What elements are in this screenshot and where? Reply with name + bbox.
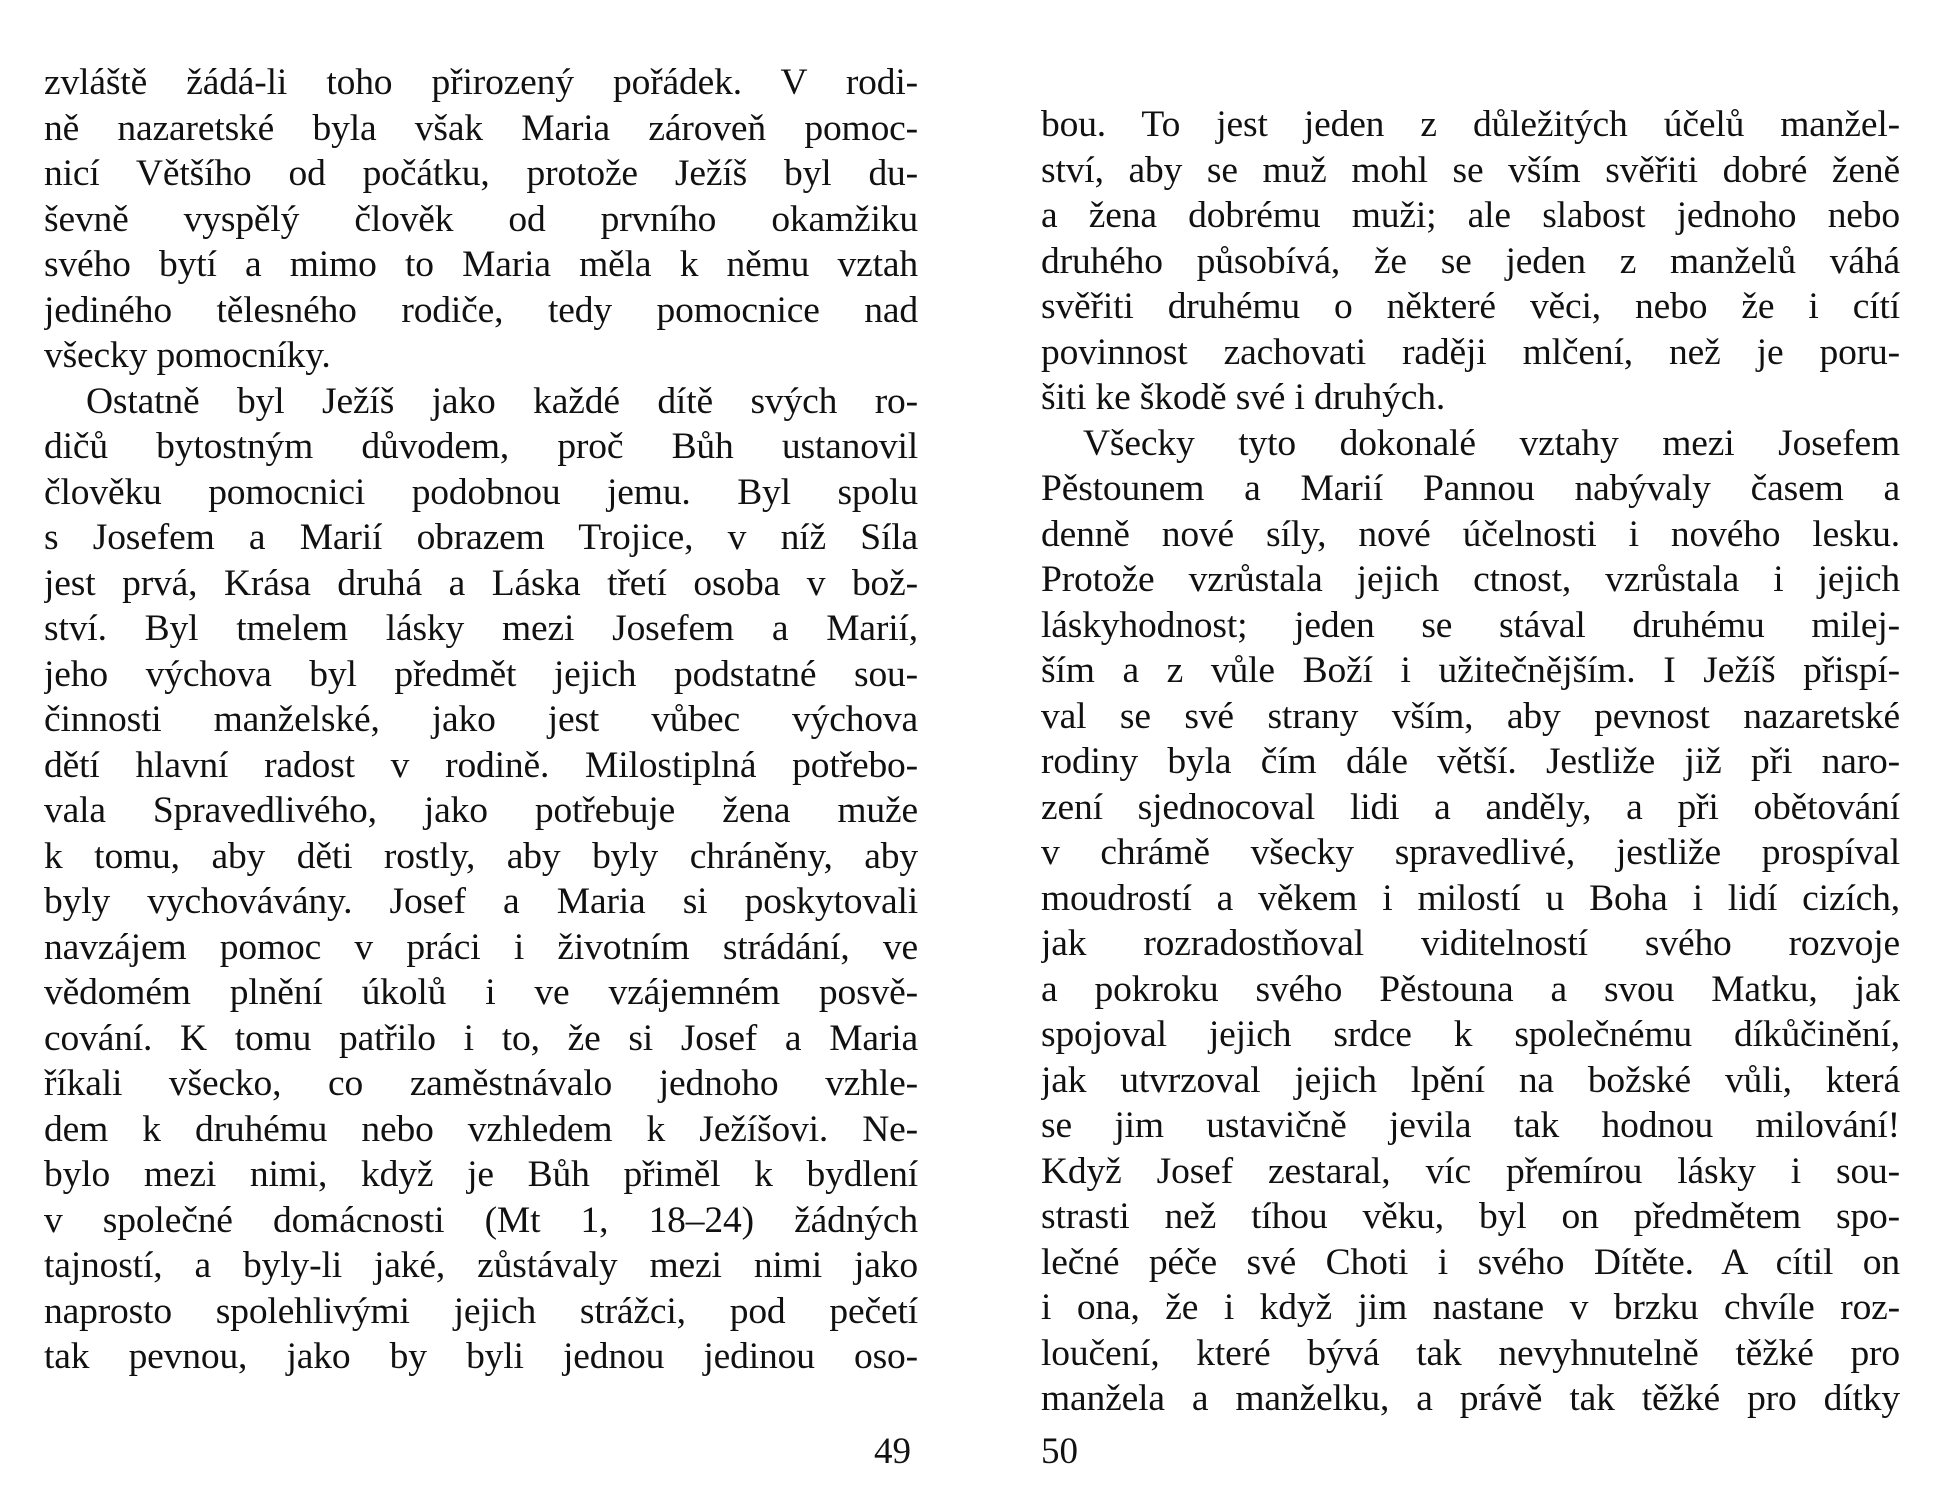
- text-line: jest prvá, Krása druhá a Láska třetí osoba v bož-: [44, 562, 918, 604]
- text-line: dem k druhému nebo vzhledem k Ježíšovi. Ne-: [44, 1108, 918, 1150]
- text-line: vala Spravedlivého, jako potřebuje žena muže: [44, 790, 918, 831]
- text-line: v společné domácnosti (Mt 1, 18–24) žádných: [44, 1199, 918, 1241]
- text-line: manžela a manželku, a právě tak těžké pro dítky: [1041, 1378, 1900, 1419]
- text-line: tajností, a byly-li jaké, zůstávaly mezi nimi jako: [44, 1245, 918, 1286]
- text-line: láskyhodnost; jeden se stával druhému milej-: [1041, 604, 1900, 646]
- text-line: s Josefem a Marií obrazem Trojice, v níž Síla: [44, 517, 918, 558]
- text-line: jeho výchova byl předmět jejich podstatné sou-: [44, 653, 918, 695]
- text-line: k tomu, aby děti rostly, aby byly chráněny, aby: [44, 835, 918, 877]
- text-line: a pokroku svého Pěstouna a svou Matku, jak: [1041, 968, 1900, 1010]
- text-line: spojoval jejich srdce k společnému díkůčinění,: [1041, 1014, 1900, 1055]
- text-line: naprosto spolehlivými jejich strážci, pod pečetí: [44, 1290, 918, 1332]
- text-line: šiti ke škodě své i druhých.: [1041, 377, 1446, 418]
- text-line: byly vychovávány. Josef a Maria si poskytovali: [44, 881, 918, 922]
- text-line: všecky pomocníky.: [44, 335, 331, 376]
- text-line: ším a z vůle Boží i užitečnějším. I Ježíš přispí-: [1041, 650, 1900, 691]
- text-line: tak pevnou, jako by byli jednou jedinou oso-: [44, 1336, 918, 1377]
- right-page: [969, 0, 1938, 1500]
- text-line: lečné péče své Choti i svého Dítěte. A cítil on: [1041, 1241, 1900, 1283]
- page-number: 50: [1041, 1431, 1078, 1472]
- text-line: svého bytí a mimo to Maria měla k němu vztah: [44, 244, 918, 285]
- text-line: dičů bytostným důvodem, proč Bůh ustanovil: [44, 426, 918, 467]
- text-line: ševně vyspělý člověk od prvního okamžiku: [44, 198, 918, 240]
- text-line: denně nové síly, nové účelnosti i nového lesku.: [1041, 513, 1900, 555]
- text-line: člověku pomocnici podobnou jemu. Byl spolu: [44, 471, 918, 513]
- text-line: loučení, které bývá tak nevyhnutelně těžké pro: [1041, 1332, 1900, 1374]
- text-line: zení sjednocoval lidi a anděly, a při obětování: [1041, 786, 1900, 828]
- text-line: říkali všecko, co zaměstnávalo jednoho vzhle-: [44, 1063, 918, 1104]
- right-page-text: [1041, 102, 1900, 1422]
- left-page-text: [44, 60, 918, 1380]
- text-line: druhého působívá, že se jeden z manželů váhá: [1041, 240, 1900, 282]
- text-line: Protože vzrůstala jejich ctnost, vzrůstala i jejich: [1041, 559, 1900, 600]
- text-line: v chrámě všecky spravedlivé, jestliže prospíval: [1041, 832, 1900, 873]
- text-line: Všecky tyto dokonalé vztahy mezi Josefem: [1083, 422, 1900, 464]
- text-line: navzájem pomoc v práci i životním strádání, ve: [44, 926, 918, 968]
- text-line: jak utvrzoval jejich lpění na božské vůli, která: [1041, 1059, 1900, 1101]
- text-line: Pěstounem a Marií Pannou nabývaly časem a: [1041, 468, 1900, 509]
- text-line: cování. K tomu patřilo i to, že si Josef a Maria: [44, 1017, 918, 1059]
- text-line: zvláště žádá-li toho přirozený pořádek. V rodi-: [44, 62, 918, 103]
- text-line: ství. Byl tmelem lásky mezi Josefem a Marií,: [44, 608, 918, 649]
- text-line: se jim ustavičně jevila tak hodnou milování!: [1041, 1105, 1900, 1146]
- page-number: 49: [874, 1431, 911, 1472]
- text-line: dětí hlavní radost v rodině. Milostiplná potřebo-: [44, 744, 918, 786]
- text-line: strasti než tíhou věku, byl on předmětem spo-: [1041, 1196, 1900, 1237]
- text-line: val se své strany vším, aby pevnost nazaretské: [1041, 695, 1900, 737]
- text-line: svěřiti druhému o některé věci, nebo že i cítí: [1041, 286, 1900, 327]
- text-line: a žena dobrému muži; ale slabost jednoho nebo: [1041, 195, 1900, 236]
- text-line: ně nazaretské byla však Maria zároveň pomoc-: [44, 107, 918, 149]
- text-line: Ostatně byl Ježíš jako každé dítě svých ro-: [86, 380, 918, 422]
- text-line: nicí Většího od počátku, protože Ježíš byl du-: [44, 153, 918, 194]
- text-line: bylo mezi nimi, když je Bůh přiměl k bydlení: [44, 1154, 918, 1195]
- text-line: činnosti manželské, jako jest vůbec výchova: [44, 699, 918, 740]
- text-line: i ona, že i když jim nastane v brzku chvíle roz-: [1041, 1287, 1900, 1328]
- text-line: Když Josef zestaral, víc přemírou lásky i sou-: [1041, 1150, 1900, 1192]
- text-line: ství, aby se muž mohl se vším svěřiti dobré ženě: [1041, 149, 1900, 191]
- text-line: povinnost zachovati raději mlčení, než je poru-: [1041, 331, 1900, 373]
- text-line: jediného tělesného rodiče, tedy pomocnice nad: [44, 289, 918, 331]
- text-line: bou. To jest jeden z důležitých účelů manžel-: [1041, 104, 1900, 145]
- text-line: moudrostí a věkem i milostí u Boha i lidí cizích,: [1041, 877, 1900, 919]
- text-line: jak rozradostňoval viditelností svého rozvoje: [1041, 923, 1900, 964]
- text-line: vědomém plnění úkolů i ve vzájemném posvě-: [44, 972, 918, 1013]
- text-line: rodiny byla čím dále větší. Jestliže již při naro-: [1041, 741, 1900, 782]
